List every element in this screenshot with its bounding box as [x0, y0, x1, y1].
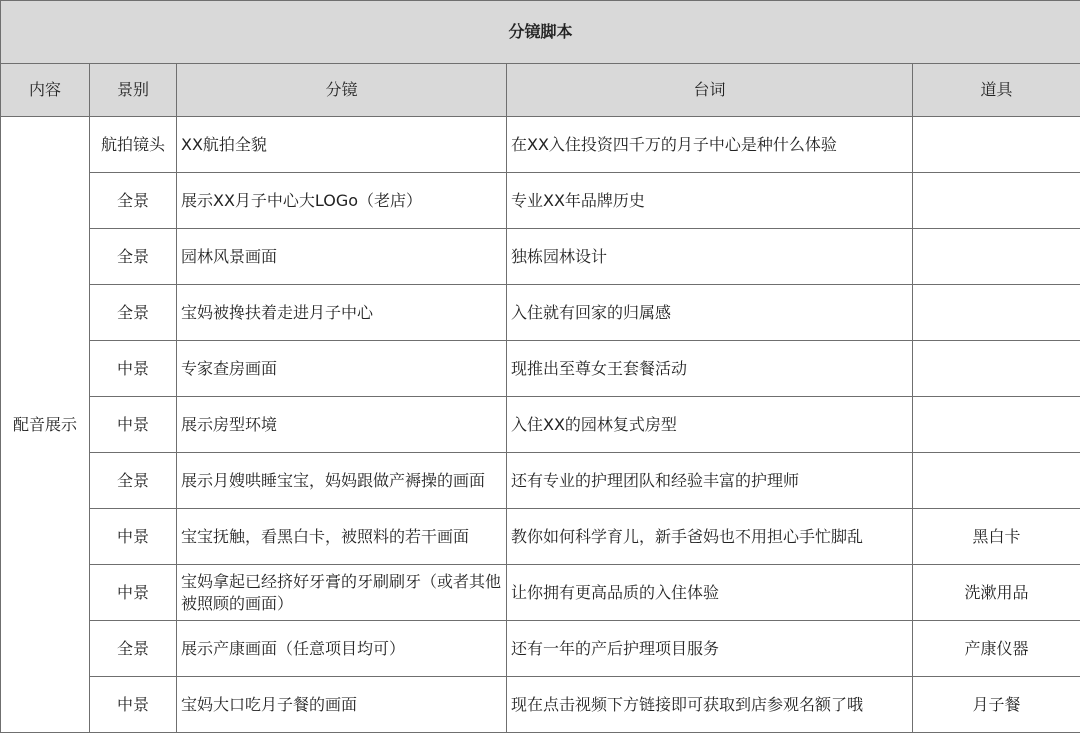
cell-props	[913, 173, 1080, 229]
cell-content: 配音展示	[1, 117, 90, 733]
cell-shot-size: 全景	[90, 173, 177, 229]
table-row	[1, 397, 1080, 453]
cell-props: 洗漱用品	[913, 565, 1080, 621]
header-shot-size: 景别	[90, 64, 177, 117]
table-row	[1, 341, 1080, 397]
cell-props	[913, 229, 1080, 285]
cell-scene: 宝宝抚触，看黑白卡，被照料的若干画面	[177, 509, 507, 565]
cell-shot-size: 中景	[90, 341, 177, 397]
cell-shot-size: 全景	[90, 285, 177, 341]
cell-lines: 教你如何科学育儿，新手爸妈也不用担心手忙脚乱	[507, 509, 913, 565]
table-row	[1, 173, 1080, 229]
cell-props	[913, 341, 1080, 397]
cell-lines: 还有一年的产后护理项目服务	[507, 621, 913, 677]
table-row	[1, 565, 1080, 621]
cell-shot-size: 中景	[90, 397, 177, 453]
table-row	[1, 229, 1080, 285]
cell-shot-size: 中景	[90, 677, 177, 733]
cell-props	[913, 285, 1080, 341]
table-title: 分镜脚本	[1, 1, 1080, 64]
cell-shot-size: 中景	[90, 565, 177, 621]
cell-lines: 在XX入住投资四千万的月子中心是种什么体验	[507, 117, 913, 173]
cell-props	[913, 117, 1080, 173]
header-lines: 台词	[507, 64, 913, 117]
cell-scene: 展示XX月子中心大LOGo（老店）	[177, 173, 507, 229]
header-scene: 分镜	[177, 64, 507, 117]
cell-shot-size: 航拍镜头	[90, 117, 177, 173]
cell-lines: 现推出至尊女王套餐活动	[507, 341, 913, 397]
cell-props	[913, 453, 1080, 509]
table-row	[1, 509, 1080, 565]
cell-scene: 宝妈大口吃月子餐的画面	[177, 677, 507, 733]
cell-lines: 还有专业的护理团队和经验丰富的护理师	[507, 453, 913, 509]
cell-lines: 让你拥有更高品质的入住体验	[507, 565, 913, 621]
cell-scene: 展示月嫂哄睡宝宝，妈妈跟做产褥操的画面	[177, 453, 507, 509]
cell-props	[913, 397, 1080, 453]
cell-scene: XX航拍全貌	[177, 117, 507, 173]
cell-shot-size: 全景	[90, 229, 177, 285]
table-row	[1, 117, 1080, 173]
table-body	[1, 1, 1080, 733]
table-row	[1, 453, 1080, 509]
cell-scene: 宝妈拿起已经挤好牙膏的牙刷刷牙（或者其他被照顾的画面）	[177, 565, 507, 621]
cell-shot-size: 中景	[90, 509, 177, 565]
cell-props: 黑白卡	[913, 509, 1080, 565]
header-props: 道具	[913, 64, 1080, 117]
cell-shot-size: 全景	[90, 621, 177, 677]
cell-props: 月子餐	[913, 677, 1080, 733]
cell-scene: 园林风景画面	[177, 229, 507, 285]
header-row	[1, 64, 1080, 117]
cell-lines: 入住XX的园林复式房型	[507, 397, 913, 453]
table-row	[1, 621, 1080, 677]
cell-lines: 入住就有回家的归属感	[507, 285, 913, 341]
cell-lines: 专业XX年品牌历史	[507, 173, 913, 229]
title-row	[1, 1, 1080, 64]
cell-scene: 展示产康画面（任意项目均可）	[177, 621, 507, 677]
cell-scene: 展示房型环境	[177, 397, 507, 453]
cell-scene: 宝妈被搀扶着走进月子中心	[177, 285, 507, 341]
header-content: 内容	[1, 64, 90, 117]
cell-lines: 现在点击视频下方链接即可获取到店参观名额了哦	[507, 677, 913, 733]
table-row	[1, 285, 1080, 341]
table-row	[1, 677, 1080, 733]
cell-props: 产康仪器	[913, 621, 1080, 677]
cell-shot-size: 全景	[90, 453, 177, 509]
cell-scene: 专家查房画面	[177, 341, 507, 397]
cell-lines: 独栋园林设计	[507, 229, 913, 285]
